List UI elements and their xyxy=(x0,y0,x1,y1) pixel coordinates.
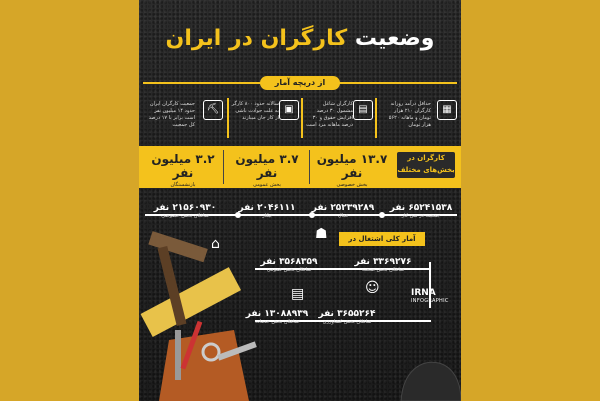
column-divider xyxy=(375,98,377,138)
band-divider xyxy=(223,150,224,184)
stat-public-employed: ۳۵۶۸۳۵۹ نفر شاغلان بخش عمومی xyxy=(260,257,318,273)
stat-agriculture: ۳۶۵۵۲۶۴ نفر شاغلان بخش کشاورزی xyxy=(318,309,376,325)
stat-services: ۱۳۰۸۸۹۳۹ نفر شاغلان بخش خدمات xyxy=(245,309,309,325)
calendar-icon: ▦ xyxy=(437,100,457,120)
band-public: ۳.۷ میلیون نفر بخش عمومی xyxy=(235,152,299,188)
band-retired: ۳.۲ میلیون نفر بازنشستگان xyxy=(151,152,215,188)
band-private: ۱۳.۷ میلیون نفر بخش خصوصی xyxy=(316,152,388,188)
hammer-head-shape xyxy=(148,231,207,262)
stat-private-employed: ۲۱۵۶۰۹۳۰ نفر شاغلان بخش خصوصی xyxy=(153,203,217,219)
briefcase-icon: ⌂ xyxy=(211,236,220,252)
document-icon: ▤ xyxy=(291,286,305,302)
stat-wage-increase: کارگران شاغل مشمول ۳۰ درصد افزایش حقوق و ۳۰ درصد ماهانه مزد است xyxy=(306,101,353,128)
subtitle-pill: از دریچه آمار xyxy=(260,76,340,90)
band-label: کارگران در بخش‌های مختلف xyxy=(397,152,455,178)
employment-section-title: آمار کلی اشتغال در ایران xyxy=(339,232,425,246)
gloves-illustration xyxy=(391,341,461,401)
card-icon: ▣ xyxy=(279,100,299,120)
stat-daily-wage: حداقل درآمد روزانه کارگران ۲۱۰ هزار تومان و ماهانه ۵۶۲۰ هزار تومان xyxy=(388,101,431,128)
stat-work-accidents: سالانه حدود ۸۰۰ کارگر به علت حوادث ناشی از کار جان میبازند xyxy=(231,101,279,121)
band-divider xyxy=(309,150,310,184)
chart-icon: ▤ xyxy=(353,100,373,120)
stat-industry: ۳۳۶۹۲۷۶ نفر شاغلان بخش صنعت xyxy=(354,257,412,273)
stat-active: ۲۵۲۳۹۲۸۹ نفر فعال xyxy=(311,203,375,219)
screwdriver-shape xyxy=(175,330,181,380)
tools-illustration xyxy=(139,220,289,401)
flow-dot xyxy=(379,212,385,218)
stat-working-age: ۶۵۲۴۱۵۳۸ نفر جمعیت در سن کار xyxy=(389,203,453,219)
tool-belt-shape xyxy=(159,330,249,401)
farmer-icon: ☺ xyxy=(365,280,380,296)
ruler-shape xyxy=(141,267,242,337)
page-title: وضعیت کارگران در ایران xyxy=(165,26,435,51)
infographic-poster xyxy=(139,0,461,401)
worker-icon: ☗ xyxy=(315,226,328,242)
column-divider xyxy=(227,98,229,138)
irna-logo: IRNA INFOGRAPHIC xyxy=(411,288,449,304)
stat-unemployed: ۲۰۴۶۱۱۱ نفر بیکار xyxy=(238,203,296,219)
column-divider xyxy=(301,98,303,138)
stat-worker-population: جمعیت کارگران ایران حدود ۱۴ میلیون نفر است برابر با ۱۷ درصد کل جمعیت xyxy=(148,101,195,128)
drill-icon: ⛏ xyxy=(203,100,223,120)
